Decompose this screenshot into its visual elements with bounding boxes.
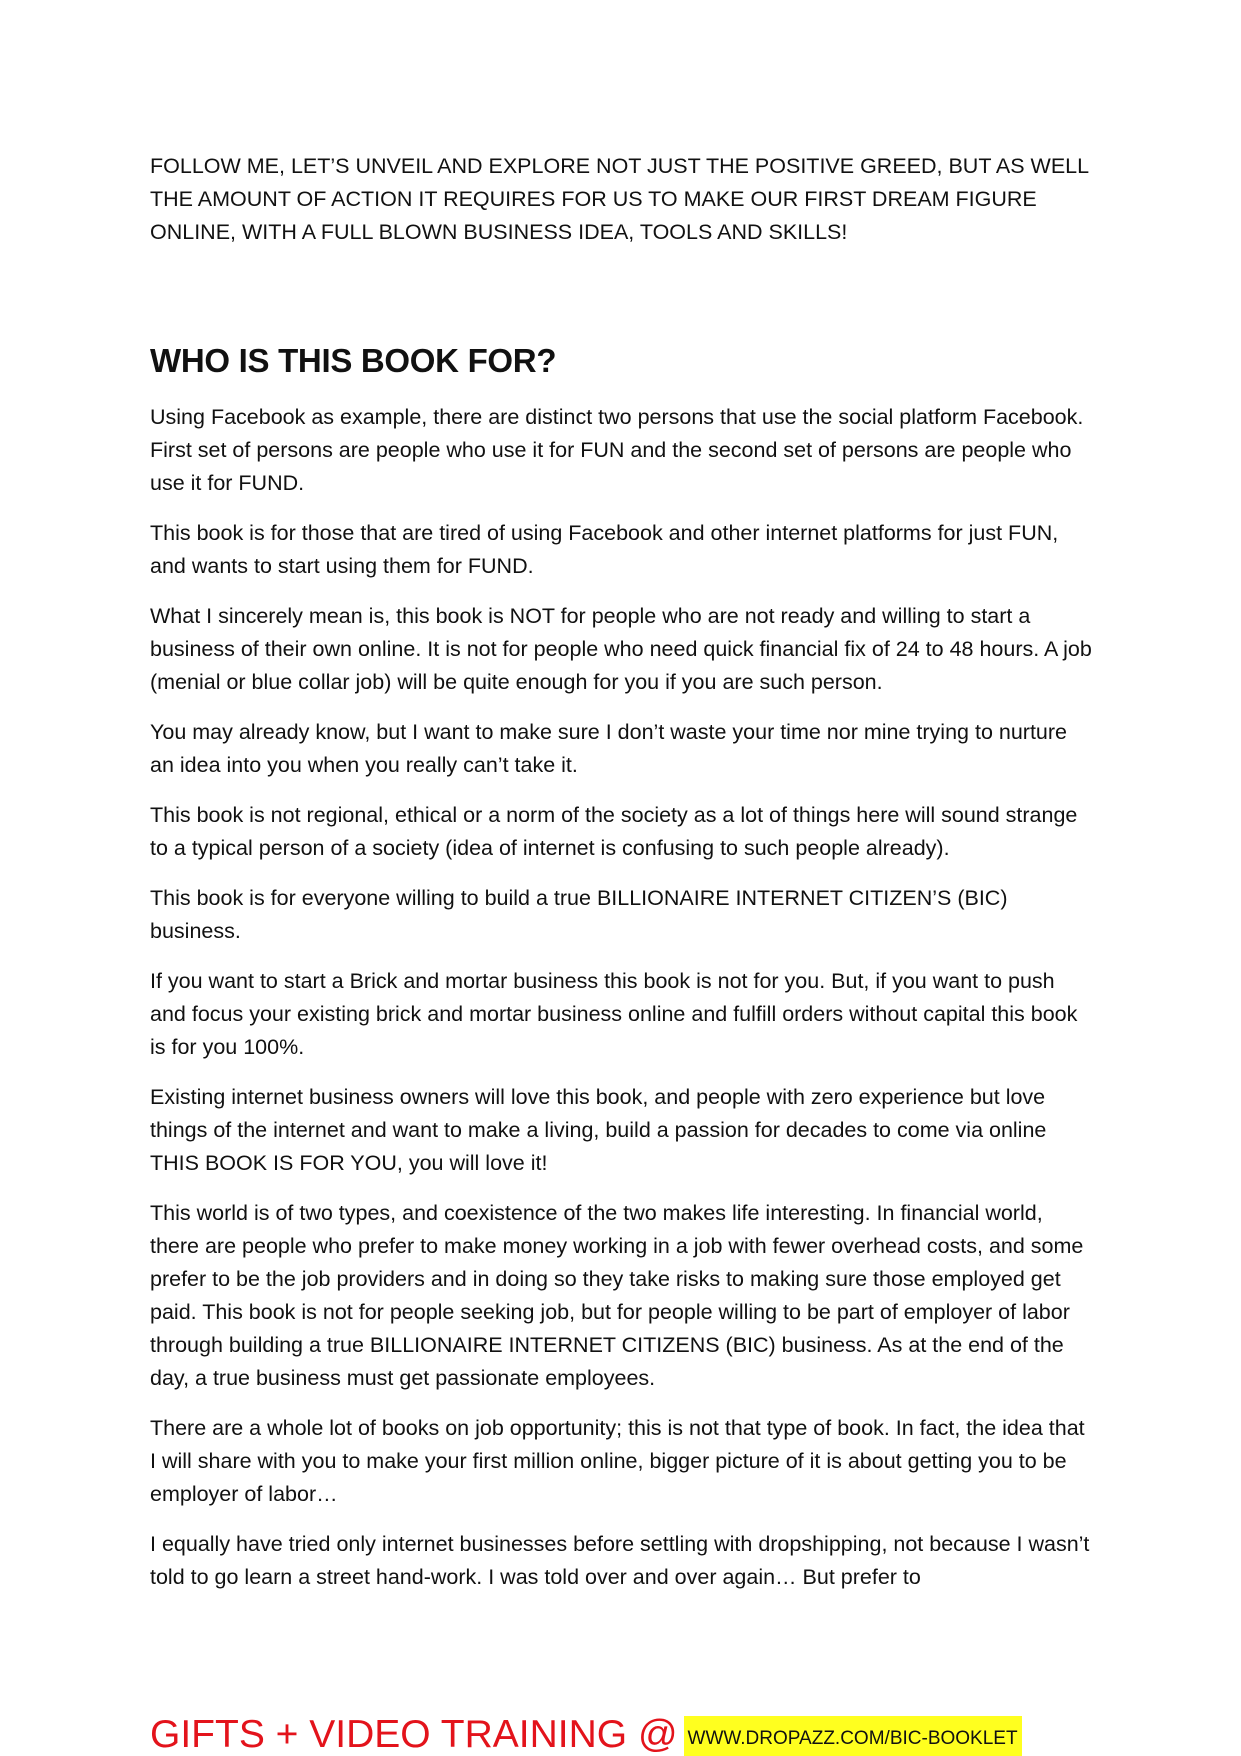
paragraph-9: This world is of two types, and coexistence of the two makes life interesting. In financial world, there are people who prefer to make money working in a job with fewer overhead costs, and some prefer to be the job providers and in doing so they take risks to making sure those employed get paid. This book is not for people seeking job, but for people willing to be part of employer of labor through building a true BILLIONAIRE INTERNET CITIZENS (BIC) business. As at the end of the day, a true business must get passionate employees. [150,1201,1084,1390]
footer-banner [150,1712,1022,1756]
paragraph-3: What I sincerely mean is, this book is NOT for people who are not ready and willing to start a business of their own online. It is not for people who need quick financial fix of 24 to 48 hours. A job (menial or blue collar job) will be quite enough for you if you are such person. [150,604,1092,694]
paragraph-10: There are a whole lot of books on job opportunity; this is not that type of book. In fact, the idea that I will share with you to make your first million online, bigger picture of it is about getting you to be employer of labor… [150,1416,1085,1506]
section-heading: WHO IS THIS BOOK FOR? [150,342,557,379]
paragraph-11: I equally have tried only internet businesses before settling with dropshipping, not because I wasn’t told to go learn a street hand-work. I was told over and over again… But prefer to [150,1532,1090,1589]
footer-link[interactable]: WWW.DROPAZZ.COM/BIC-BOOKLET [684,1716,1022,1756]
section-body [150,401,1095,1594]
footer-cta-text: GIFTS + VIDEO TRAINING @ [150,1713,678,1756]
paragraph-1: Using Facebook as example, there are distinct two persons that use the social platform Facebook. First set of persons are people who use it for FUN and the second set of persons are people who use it for FUND. [150,405,1084,495]
intro-paragraph: FOLLOW ME, LET’S UNVEIL AND EXPLORE NOT JUST THE POSITIVE GREED, BUT AS WELL THE AMOUNT OF ACTION IT REQUIRES FOR US TO MAKE OUR FIRST DREAM FIGURE ONLINE, WITH A FULL BLOWN BUSINESS IDEA, TOOLS AND SKILLS! [150,154,1089,244]
paragraph-5: This book is not regional, ethical or a norm of the society as a lot of things here will sound strange to a typical person of a society (idea of internet is confusing to such people already). [150,803,1078,860]
paragraph-7: If you want to start a Brick and mortar business this book is not for you. But, if you want to push and focus your existing brick and mortar business online and fulfill orders without capital this book is for you 100%. [150,969,1078,1059]
paragraph-6: This book is for everyone willing to build a true BILLIONAIRE INTERNET CITIZEN’S (BIC) business. [150,886,1008,943]
paragraph-2: This book is for those that are tired of using Facebook and other internet platforms for just FUN, and wants to start using them for FUND. [150,521,1059,578]
paragraph-4: You may already know, but I want to make sure I don’t waste your time nor mine trying to nurture an idea into you when you really can’t take it. [150,720,1067,777]
paragraph-8: Existing internet business owners will love this book, and people with zero experience but love things of the internet and want to make a living, build a passion for decades to come via online THIS BOOK IS FOR YOU, you will love it! [150,1085,1047,1175]
document-page [150,150,1095,1611]
